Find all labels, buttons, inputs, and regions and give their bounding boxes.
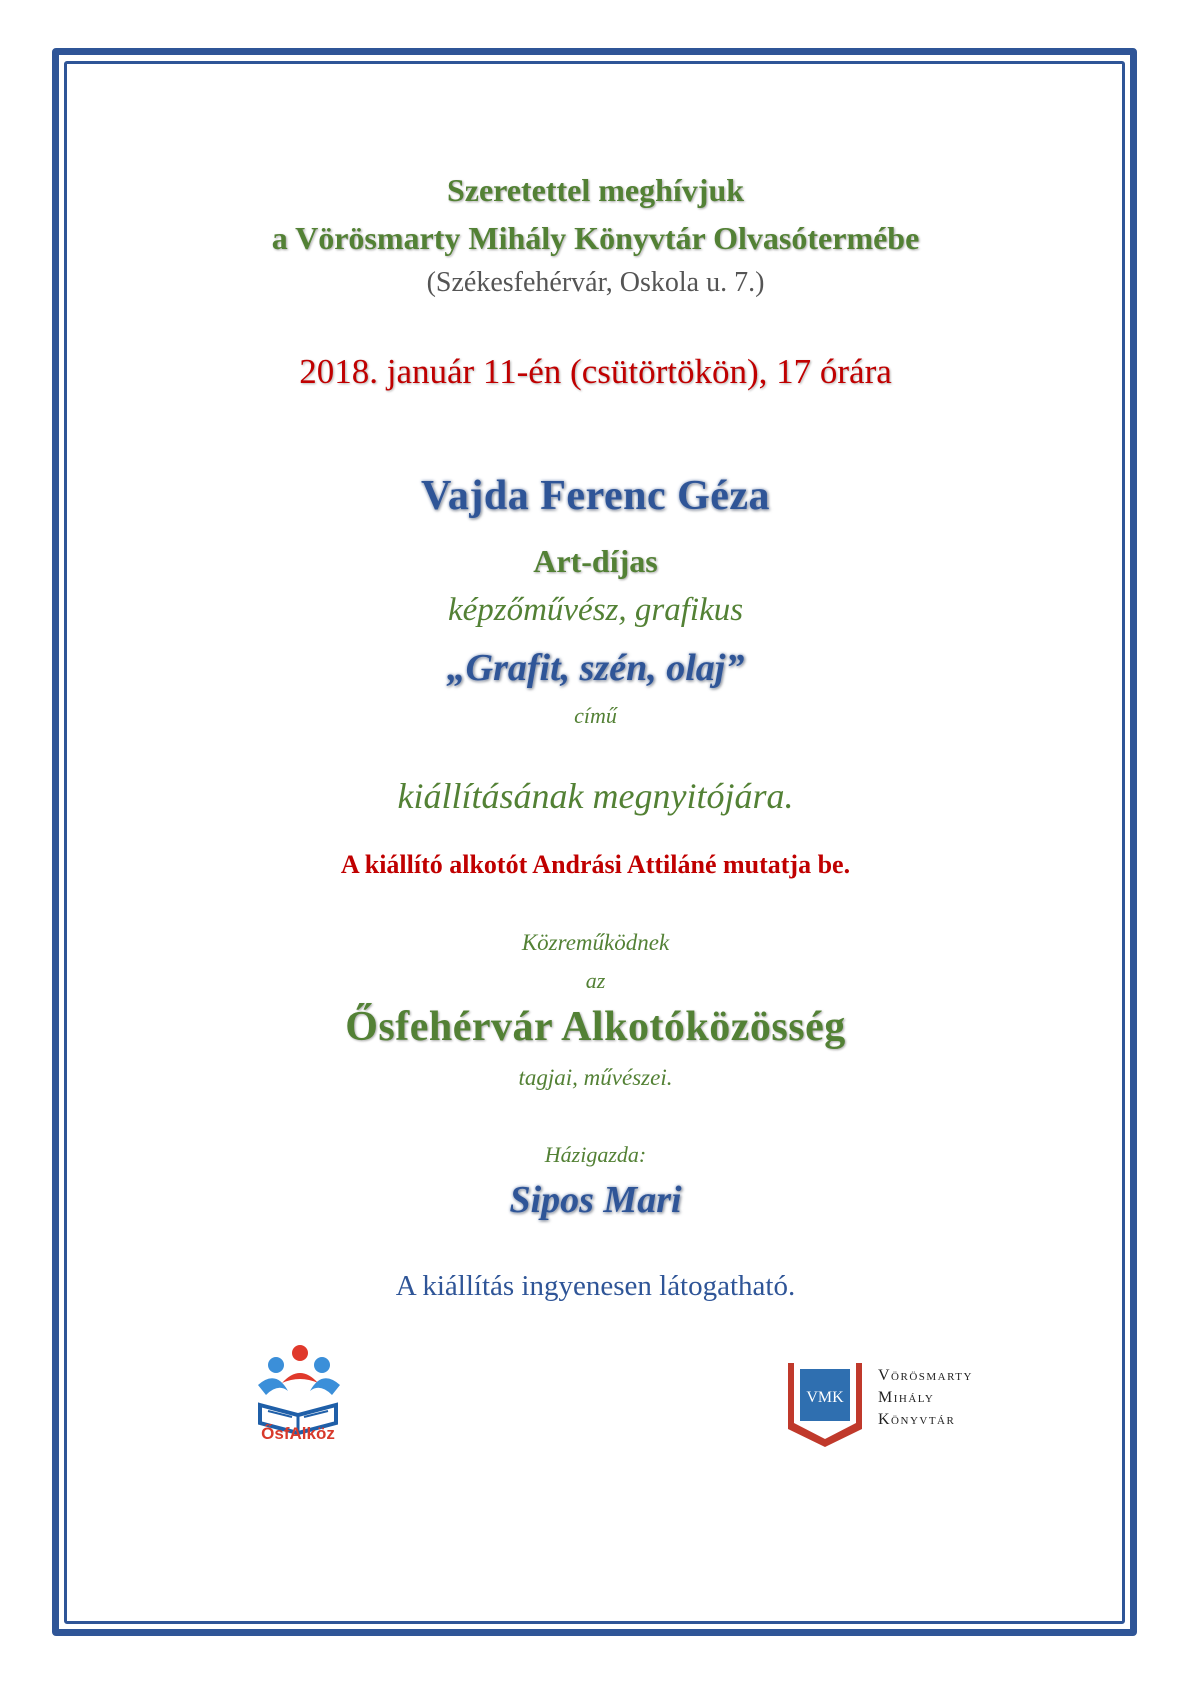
- vmk-line-3: Könyvtár: [878, 1411, 956, 1428]
- group-members: tagjai, művészei.: [518, 1065, 673, 1090]
- greeting-line: Szeretettel meghívjuk: [446, 172, 745, 208]
- participants-intro: Közreműködnek: [521, 930, 670, 955]
- host-name: Sipos Mari: [509, 1179, 682, 1221]
- exhibition-title: „Grafit, szén, olaj”: [446, 647, 745, 689]
- titled-word: című: [574, 703, 617, 728]
- opening-line: kiállításának megnyitójára.: [397, 776, 794, 816]
- artist-award: Art-díjas: [533, 543, 658, 579]
- vmk-line-1: Vörösmarty: [878, 1367, 973, 1384]
- venue-address: (Székesfehérvár, Oskola u. 7.): [426, 267, 765, 298]
- vmk-library-logo-text: [878, 1365, 1078, 1431]
- host-label: Házigazda:: [544, 1142, 647, 1167]
- participants-article: az: [585, 968, 606, 993]
- vmk-library-logo-icon: [780, 1355, 870, 1450]
- artist-profession: képzőművész, grafikus: [447, 592, 744, 628]
- vmk-line-2: Mihály: [878, 1389, 935, 1406]
- free-entry-note: A kiállítás ingyenesen látogatható.: [395, 1270, 796, 1302]
- presenter-line: A kiállító alkotót Andrási Attiláné mutatja be.: [340, 850, 851, 879]
- group-name: Ősfehérvár Alkotóközösség: [345, 1004, 846, 1050]
- event-datetime: 2018. január 11-én (csütörtökön), 17 órára: [299, 352, 892, 391]
- venue-line: a Vörösmarty Mihály Könyvtár Olvasótermébe: [271, 220, 920, 256]
- osfalkoz-logo-text: ŐsfAlköz: [261, 1424, 335, 1443]
- svg-text:VMK: VMK: [806, 1389, 844, 1406]
- artist-name: Vajda Ferenc Géza: [420, 473, 771, 519]
